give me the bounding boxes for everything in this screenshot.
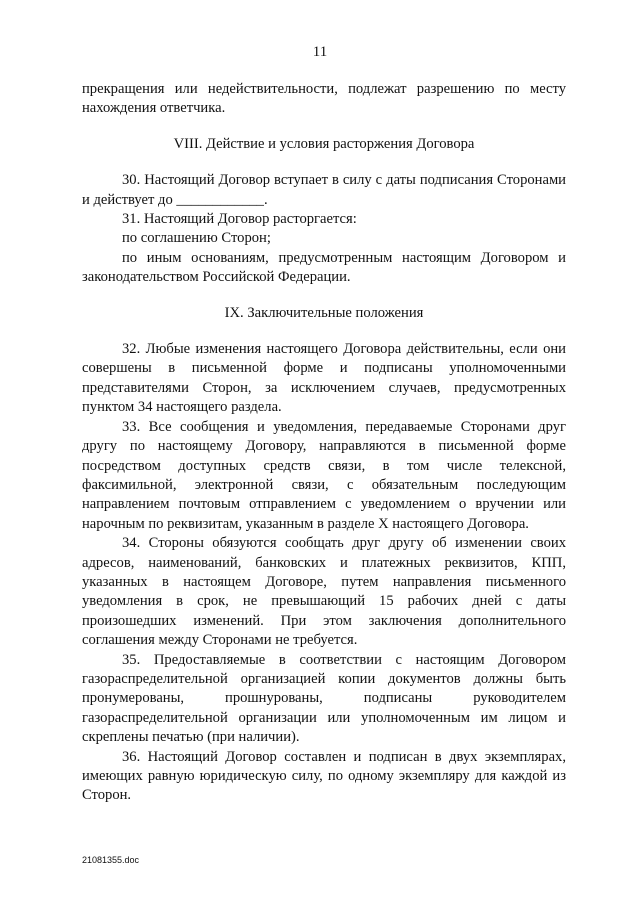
paragraph-continuation: прекращения или недействительности, подлежат разрешению по месту нахождения ответчика. (82, 81, 566, 117)
section-heading-ix: IX. Заключительные положения (224, 304, 424, 321)
paragraph-35: 35. Предоставляемые в соответствии с настоящим Договором газораспределительной организацией копии документов должны быть пронумерованы, прошнурованы, подписаны руководителем газораспределительной организации или уполномоченным им лицом и скреплены печатью (при наличии). (82, 651, 566, 746)
file-name-footer: 21081355.doc (82, 855, 140, 865)
paragraph-31-item-2: по иным основаниям, предусмотренным настоящим Договором и законодательством Российской Федерации. (82, 249, 566, 286)
paragraph-31-item-1: по соглашению Сторон; (122, 230, 271, 247)
page-number: 11 (312, 44, 328, 60)
paragraph-32: 32. Любые изменения настоящего Договора действительны, если они совершены в письменной форме и подписаны уполномоченными представителями Сторон, за исключением случаев, предусмотренных пунктом 34 настоящего раздела. (82, 341, 566, 416)
paragraph-30: 30. Настоящий Договор вступает в силу с даты подписания Сторонами и действует до ____________. (82, 172, 566, 208)
document-body (82, 80, 566, 806)
paragraph-36: 36. Настоящий Договор составлен и подписан в двух экземплярах, имеющих равную юридическую силу, по одному экземпляру для каждой из Сторон. (82, 748, 566, 804)
section-heading-viii: VIII. Действие и условия расторжения Договора (173, 135, 475, 152)
paragraph-33: 33. Все сообщения и уведомления, передаваемые Сторонами друг другу по настоящему Договору, направляются в письменной форме посредством доступных средств связи, в том числе телексной, факсимильной, электронной связи, с обязательным последующим направлением почтовым отправлением с уведомлением о вручении или нарочным по реквизитам, указанным в разделе X настоящего Договора. (82, 418, 566, 532)
paragraph-31: 31. Настоящий Договор расторгается: (122, 211, 357, 228)
paragraph-34: 34. Стороны обязуются сообщать друг другу об изменении своих адресов, наименований, банковских и платежных реквизитов, КПП, указанных в настоящем Договоре, путем направления письменного уведомления в срок, не превышающий 15 рабочих дней с даты произошедших изменений. При этом заключения дополнительного соглашения между Сторонами не требуется. (82, 535, 566, 649)
